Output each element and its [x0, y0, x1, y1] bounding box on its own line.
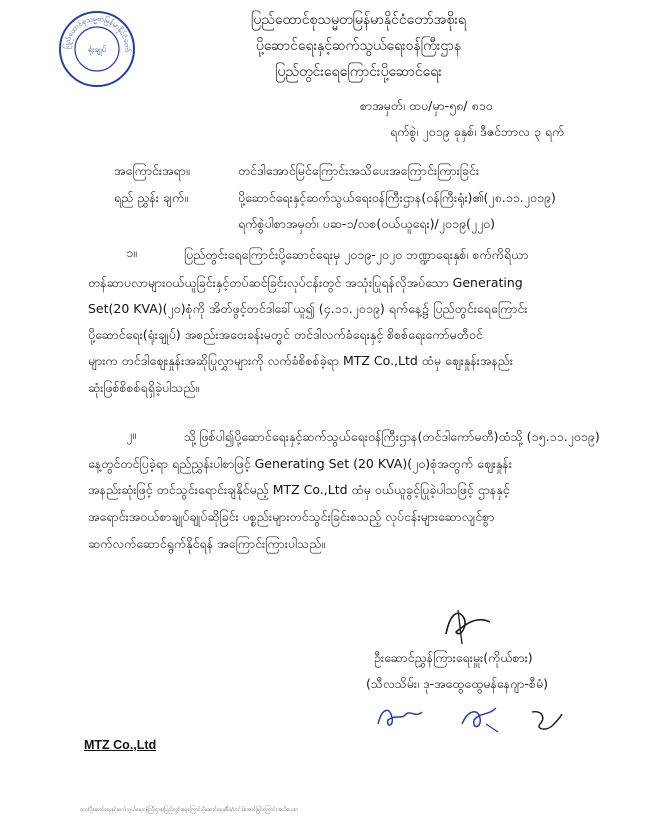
paragraph-1-line-4: ပို့ဆောင်ရေး(ရုံးချုပ်) အစည်းအဝေးခန်းမတွင် တင်ဒါလက်ခံရေးနှင့် စိစစ်ရေးကော်မတီဝင် [88, 327, 483, 342]
paragraph-2-line-1: သို့ဖြစ်ပါ၍ပို့ဆောင်ရေးနှင့်ဆက်သွယ်ရေးဝန်ကြီးဌာန(တင်ဒါကော်မတီ)ထံသို့ (၁၅.၁၁.၂၀၁၉) [184, 429, 600, 444]
paragraph-1-line-1: ပြည်တွင်းရေကြောင်းပို့ဆောင်ရေးမှ ၂၀၁၉-၂၀၂၀ ဘဏ္ဍာရေးနှစ်၊ စက်ကိရိယာ [184, 247, 529, 262]
signatory-name-line: ဦးဆောင်ညွှန်ကြားရေးမှူး(ကိုယ်စား) [374, 650, 533, 665]
reference-line-2: ရက်စွဲပါစာအမှတ်၊ ပဆ-၁/လစ(ဝယ်ယူရေး)/၂၀၁၉(၂၂၀) [238, 216, 496, 231]
paragraph-2-number: ၂။ [126, 427, 136, 442]
subject-label: အကြောင်းအရာ။ [114, 163, 190, 178]
paragraph-1-number: ၁။ [126, 245, 137, 260]
header-department: ပြည်တွင်းရေကြောင်းပို့ဆောင်ရေး [275, 64, 442, 80]
letter-date-value: ၂၀၁၉ ခုနှစ်၊ ဒီဇင်ဘာလ ၃ ရက် [422, 124, 565, 139]
letter-number-value: ထပ/မှာ-၅၈/ ၈၁၀ [408, 98, 493, 113]
header-ministry: ပို့ဆောင်ရေးနှင့်ဆက်သွယ်ရေးဝန်ကြီးဌာန [255, 38, 462, 54]
letter-number [360, 98, 493, 117]
subject-value: တင်ဒါအောင်မြင်ကြောင်းအသိပေးအကြောင်းကြားခြင်း [238, 163, 480, 178]
handwritten-initial-1 [372, 700, 432, 738]
svg-text:ရုံးချုပ်: ရုံးချုပ် [87, 45, 107, 54]
paragraph-1-line-5: များက တင်ဒါဈေးနှုန်းအဆိုပြုလွှာများကို လက်ခံစိစစ်ခဲ့ရာ MTZ Co.,Ltd ထံမှ ဈေးနှုန်းအနည်း [88, 353, 514, 368]
recipient: MTZ Co.,Ltd [84, 738, 157, 752]
paragraph-1-line-3: Set(20 KVA)(၂၀)စုံကို အိတ်ဖွင့်တင်ဒါခေါ်ယူ၍ (၄.၁၁.၂၀၁၉) ရက်နေ့၌ ပြည်တွင်းရေကြောင်း [88, 301, 528, 316]
paragraph-2-line-4: အရောင်းအဝယ်စာချုပ်ချုပ်ဆိုခြင်း ပစ္စည်းများတင်သွင်းခြင်းစသည့် လုပ်ငန်းများဆောလျင်စွာ [88, 509, 495, 524]
svg-text:ပြည်ထောင်စုသမ္မတမြန်မာနိုင်ငံတ: ပြည်ထောင်စုသမ္မတမြန်မာနိုင်ငံတော် [62, 14, 132, 53]
letter-date-label: ရက်စွဲ၊ [390, 124, 419, 139]
paragraph-2-line-3: အနည်းဆုံးဖြင့် တင်သွင်းရောင်းချနိုင်မည့် MTZ Co.,Ltd ထံမှ ဝယ်ယူခွင့်ပြုခဲ့ပါသဖြင့် ဌာနနှင့် [88, 482, 510, 497]
handwritten-initial-3 [526, 704, 566, 742]
signatory-title-line: (သီလသိမ်း၊ ဒု-အထွေထွေမန်နေဂျာ-စီမံ) [366, 676, 548, 691]
reference-label: ရည် ညွှန်း ချက်။ [114, 190, 188, 205]
handwritten-initial-2 [456, 698, 506, 742]
letter-date [390, 124, 564, 143]
reference-line-1: ပို့ဆောင်ရေးနှင့်ဆက်သွယ်ရေးဝန်ကြီးဌာန(ဝန်ကြီးရုံး)၏(၂၈.၁၁.၂၀၁၉) [238, 190, 556, 205]
paragraph-2-line-5: ဆက်လက်ဆောင်ရွက်နိုင်ရန် အကြောင်းကြားပါသည်။ [88, 536, 326, 551]
header-government: ပြည်ထောင်စုသမ္မတမြန်မာနိုင်ငံတော်အစိုးရ [251, 12, 466, 28]
letter-number-label: စာအမှတ်၊ [360, 98, 405, 113]
signature-main [438, 604, 498, 654]
paragraph-2-line-2: နေ့တွင်တင်ပြခဲ့ရာ ရည်ညွှန်းပါစာဖြင့် Generating Set (20 KVA)(၂၀)စုံအတွက် ဈေးနှုန်း [88, 456, 512, 471]
footer-note: ထပ/ပို့ဆောင်ရေးနှင့်ဆက်သွယ်ရေးဝန်ကြီးဌာန/ပြည်တွင်းရေကြောင်းပို့ဆောင်ရေး/စီမံ/တင်ဒါအောင်မြင်ကြောင်းအသိပေးစာ [80, 807, 299, 813]
paragraph-1-line-6: ဆုံးဖြစ်စိစစ်ရရှိခဲ့ပါသည်။ [88, 380, 200, 395]
paragraph-1-line-2: တန်ဆာပလာများဝယ်ယူခြင်းနှင့်တပ်ဆင်ခြင်းလုပ်ငန်းတွင် အသုံးပြုရန်လိုအပ်သော Generating [88, 275, 523, 290]
